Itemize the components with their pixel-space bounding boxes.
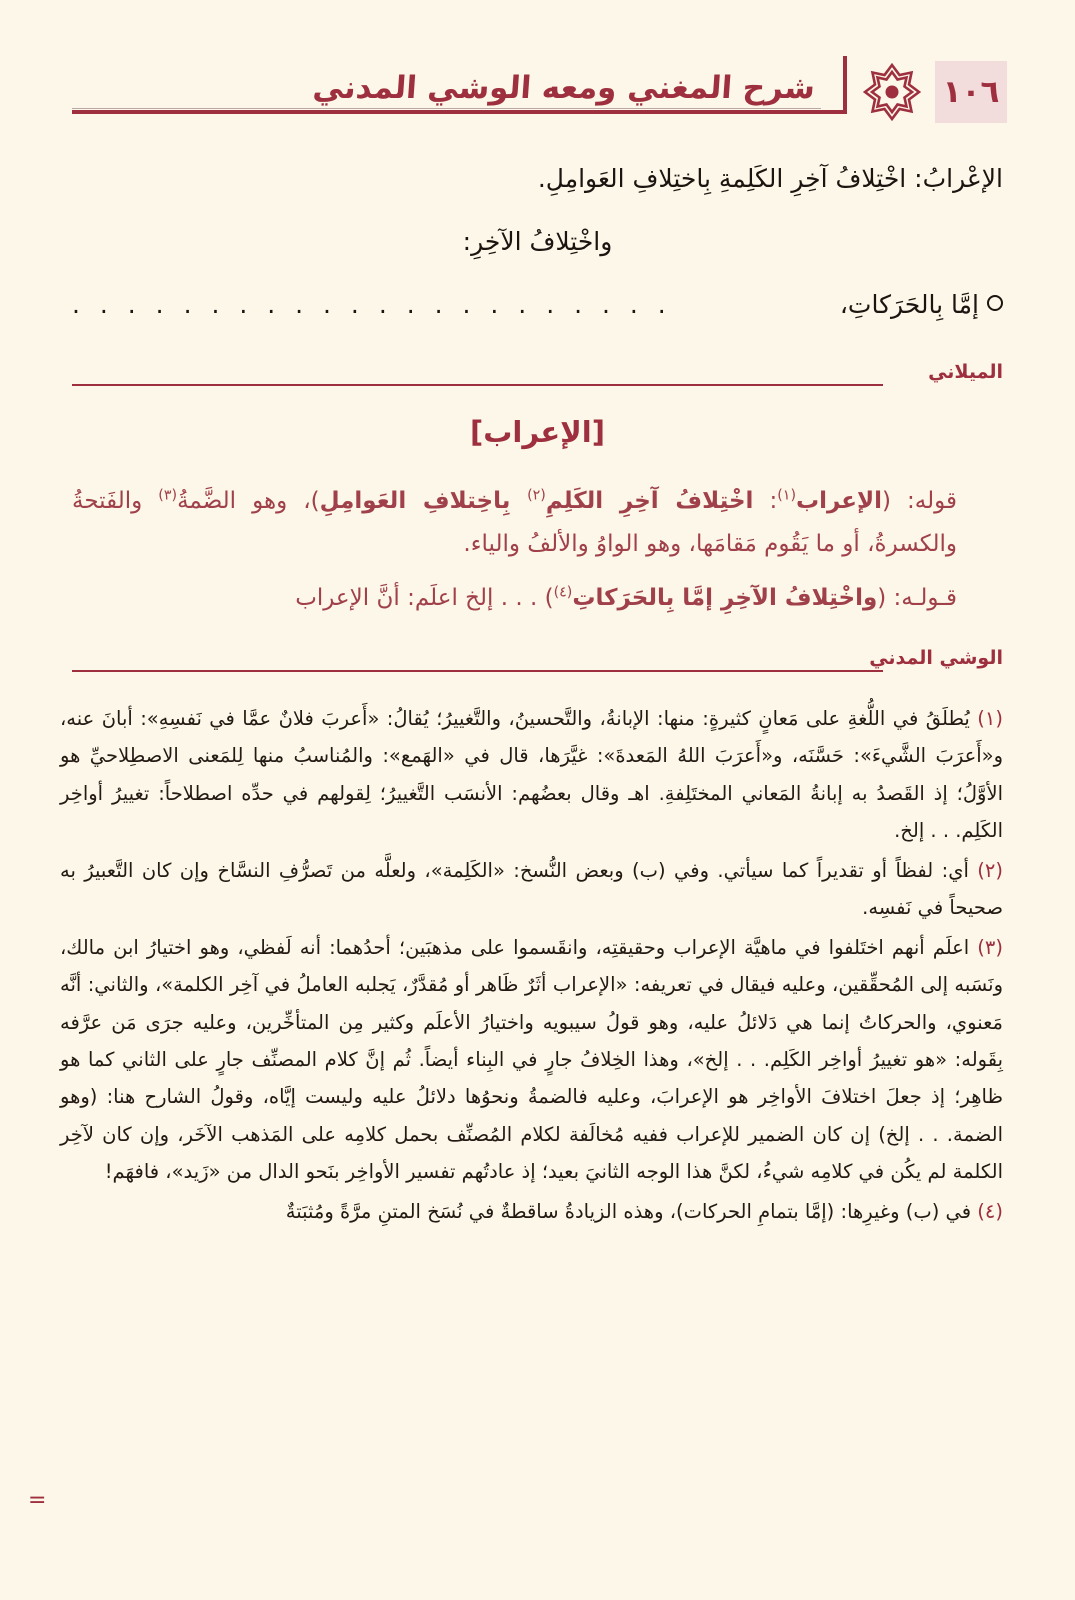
footnote-text: أي: لفظاً أو تقديراً كما سيأتي. وفي (ب) وبعض النُّسخ: «الكَلِمة»، ولعلَّه من تَصرُّفِ النسَّاخ وإن كان التَّعبيرُ به صحيحاً في نَفسِه. <box>60 858 1003 920</box>
matn-bullet-text: إمَّا بِالحَرَكاتِ، <box>839 289 979 319</box>
header-rule <box>72 56 847 128</box>
sharh-text: : <box>753 488 778 514</box>
footnote-number: (٢) <box>968 858 1003 882</box>
sharh-text: قـولـه: ( <box>877 585 957 612</box>
eight-point-star-icon <box>863 63 921 121</box>
divider-milani <box>72 352 1003 386</box>
header-rule-thin <box>72 108 821 109</box>
matn-line-1: الإعْرابُ: اخْتِلافُ آخِرِ الكَلِمةِ بِاختِلافِ العَوامِلِ. <box>537 164 1003 193</box>
divider-washy-madani <box>72 638 1003 672</box>
section-heading-irab: [الإعراب] <box>470 415 605 449</box>
footnote-ref[interactable]: (٤) <box>553 584 573 601</box>
sharh-text: )، وهو الضَّمةُ <box>177 488 320 514</box>
footnote-text: اعلَم أنهم اختَلفوا في ماهيَّة الإعراب وحقيقتِه، وانقَسموا على مذهبَين؛ أحدُهما: أنه لَفظي، وهو اختيارُ ابن مالك، ونَسَبه إلى المُحقِّقين، وعليه فيقال في تعريفه: «الإعراب أثَرٌ ظَاهر أو مُقدَّرٌ، يَجلبه العاملُ في آخِر الكلمة»، والثاني: أنَّه مَعنوي، والحركاتُ إنما هي دَلائلُ عليه، وهو قولُ سيبويه واختيارُ الأعلَم وكثير مِن المتأخِّرين، وعليه جرَى مَن عرَّفه بِقَوله: «هو تغييرُ أواخِر الكَلِم. . . إلخ»، وهذا الخِلافُ جارٍ في البِناء أيضاً. ثُم إنَّ كلام المصنِّف جارٍ على الثاني كما هو ظاهِر؛ إذ جعلَ اختلافَ الأواخِر هو الإعرابَ، وعليه فالضمةُ ونحوُها دلائلُ عليه وليست إيَّاه، وقولُ الشارح هنا: (وهو الضمة. . . إلخ) إن كان الضمير للإعراب ففيه مُخالَفة لكلام المُصنِّف بحمل كلامِه على المَذهب الآخَر، وإن كان لآخِر الكلمة لم يكُن في كلامِه شيءُ، لكنَّ هذا الوجه الثانيَ بعيد؛ إذ عادتُهم تفسير الأواخِر بنَحو الدال من «زَيد»، فافهَم! <box>60 935 1003 1184</box>
matn-text <box>72 155 1003 343</box>
sharh-quoted-matn: الإعراب <box>796 488 883 514</box>
divider-label-washy: الوشي المدني <box>859 647 1003 669</box>
sharh-text: ) . . . إلخ اعلَم: أنَّ الإعراب <box>295 585 554 612</box>
dot-leader: . . . . . . . . . . . . . . . . . . . . . . <box>72 289 672 319</box>
footnote-number: (١) <box>969 707 1004 730</box>
header-rule-thick <box>72 110 847 114</box>
book-title: شرح المغني ومعه الوشي المدني <box>311 70 817 106</box>
footnote-number: (٣) <box>969 935 1003 959</box>
divider-label-milani: الميلاني <box>918 361 1003 383</box>
header-rule-tick <box>843 56 847 114</box>
sharh-commentary <box>72 480 1003 632</box>
footnote-item <box>60 1193 1003 1230</box>
sharh-quoted-matn: واخْتِلافُ الآخِرِ إمَّا بِالحَرَكاتِ <box>572 585 878 612</box>
page-number: ١٠٦ <box>935 61 1007 123</box>
circle-bullet-icon <box>987 295 1003 311</box>
footnote-text: في (ب) وغيرِها: (إمَّا بتمامِ الحركات)، وهذه الزيادةُ ساقطةٌ في نُسَخ المتنِ مرَّةً ومُثبَتةٌ <box>285 1199 972 1223</box>
sharh-paragraph-2 <box>72 577 1003 620</box>
footnote-item <box>60 929 1003 1191</box>
sharh-quoted-matn: اخْتِلافُ آخِرِ الكَلِمِ <box>545 488 754 514</box>
divider-rule <box>72 670 883 672</box>
sharh-paragraph-1 <box>72 480 1003 565</box>
matn-bullet-line <box>72 281 1003 330</box>
footnote-item <box>60 700 1003 850</box>
footnote-ref[interactable]: (٢) <box>527 487 546 504</box>
footnote-text: يُطلَقُ في اللُّغةِ على مَعانٍ كثيرةٍ: منها: الإبانةُ، والتَّحسينُ، والتَّغييرُ؛ يُقالُ: «أَعربَ فلانٌ عمَّا في نَفسِهِ»: أبانَ عنه، و«أَعرَبَ الشَّيءَ»: حَسَّنَه، و«أَعرَبَ اللهُ المَعدةَ»: غيَّرَها، قال في «الهَمع»: والمُناسبُ منها لِلمَعنى الاصطِلاحيِّ هو الأوَّلُ؛ إذ القَصدُ به إبانةُ المَعاني المختَلِفةِ. اهـ وقال بعضُهم: الأنسَب التَّغييرُ؛ لِقولهم في حدِّه اصطلاحاً: تغييرُ أواخِر الكَلِم. . . إلخ. <box>60 707 1003 843</box>
sharh-text: قوله: ( <box>882 488 957 514</box>
divider-rule <box>72 384 883 386</box>
sharh-text: والفَتحةُ والكسرةُ، أو ما يَقُوم مَقامَها، وهو الواوُ والألفُ والياء. <box>72 488 957 557</box>
footnote-ref[interactable]: (٣) <box>158 487 178 504</box>
footnotes-section <box>60 700 1003 1232</box>
matn-line-2: واخْتِلافُ الآخِرِ: <box>462 226 613 256</box>
footnote-item <box>60 852 1003 927</box>
page-header <box>0 52 1075 132</box>
continuation-mark: = <box>28 1488 47 1513</box>
footnote-number: (٤) <box>971 1199 1003 1223</box>
footnote-ref[interactable]: (١) <box>777 487 796 504</box>
sharh-quoted-matn: بِاخِتلافِ العَوامِلِ <box>319 488 528 514</box>
